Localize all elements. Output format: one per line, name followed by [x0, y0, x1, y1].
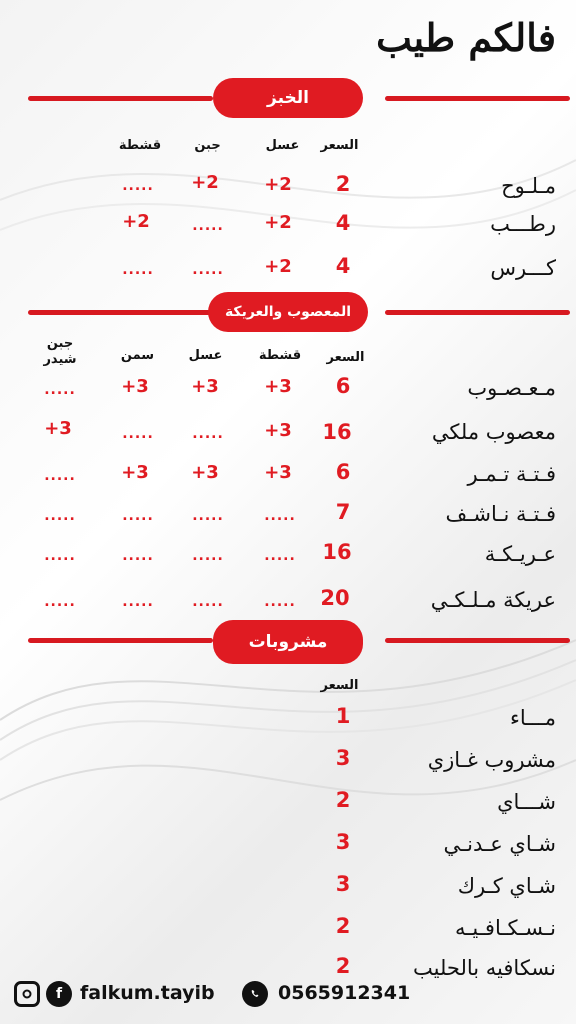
section-header-drinks: [0, 620, 576, 660]
addon-cream: +3: [264, 462, 292, 483]
item-name: مشروب غـازي: [427, 748, 556, 772]
item-name: معصوب ملكي: [431, 420, 556, 444]
item-price: 1: [335, 704, 351, 728]
addon-cheddar: .....: [44, 468, 76, 484]
addon-cream: .....: [264, 594, 296, 610]
divider-line: [28, 310, 213, 315]
addon-cream: .....: [264, 548, 296, 564]
item-price: 6: [335, 374, 351, 398]
col-header-cheese: جبن: [194, 138, 221, 153]
divider-line: [385, 638, 570, 643]
addon-honey: .....: [192, 548, 224, 564]
addon-cream: .....: [122, 178, 154, 194]
instagram-icon[interactable]: [14, 981, 40, 1007]
item-price: 16: [322, 420, 352, 444]
addon-cheddar: .....: [44, 548, 76, 564]
addon-ghee: .....: [122, 548, 154, 564]
col-header-cheddar-line2: شيدر: [43, 352, 77, 367]
divider-line: [28, 96, 213, 101]
col-header-price: السعر: [320, 678, 359, 693]
col-header-cream: قشطة: [258, 348, 302, 363]
section-header-masoub: [0, 292, 576, 332]
addon-cream: +3: [264, 420, 292, 441]
divider-line: [385, 96, 570, 101]
addon-ghee: .....: [122, 426, 154, 442]
addon-honey: +2: [264, 212, 292, 233]
phone-number[interactable]: 0565912341: [278, 982, 411, 1004]
addon-honey: +3: [191, 462, 219, 483]
item-price: 2: [335, 172, 351, 196]
addon-honey: +3: [191, 376, 219, 397]
addon-cheddar: .....: [44, 382, 76, 398]
addon-honey: +2: [264, 174, 292, 195]
item-name: نـسـكـافـيـه: [455, 916, 556, 940]
item-name: شـاي كـرك: [457, 874, 556, 898]
item-price: 4: [335, 254, 351, 278]
addon-honey: +2: [264, 256, 292, 277]
section-title: المعصوب والعريكة: [208, 292, 368, 332]
col-header-price: السعر: [326, 350, 365, 365]
whatsapp-icon[interactable]: [242, 981, 268, 1007]
addon-honey: .....: [192, 594, 224, 610]
item-name: مـلـوح: [501, 174, 556, 198]
item-price: 2: [335, 788, 351, 812]
addon-cheese: .....: [192, 262, 224, 278]
item-name: كـــرس: [490, 256, 556, 280]
section-header-bread: [0, 78, 576, 118]
addon-ghee: +3: [121, 376, 149, 397]
item-name: عريكة مـلـكـي: [430, 588, 556, 612]
col-header-honey: عسل: [265, 138, 300, 153]
item-name: مـعـصـوب: [467, 376, 556, 400]
addon-cream: +2: [122, 211, 150, 232]
item-price: 16: [322, 540, 352, 564]
addon-cheese: .....: [192, 218, 224, 234]
addon-ghee: +3: [121, 462, 149, 483]
divider-line: [28, 638, 213, 643]
footer: [0, 968, 576, 1024]
item-price: 2: [335, 914, 351, 938]
facebook-icon[interactable]: f: [46, 981, 72, 1007]
addon-ghee: .....: [122, 594, 154, 610]
col-header-cheddar: [30, 336, 90, 368]
addon-ghee: .....: [122, 508, 154, 524]
item-price: 3: [335, 830, 351, 854]
addon-honey: .....: [192, 508, 224, 524]
item-name: مـــاء: [510, 706, 556, 730]
addon-cheddar: +3: [44, 418, 72, 439]
item-name: شـــاي: [497, 790, 556, 814]
item-name: رطـــب: [490, 212, 556, 236]
item-name: عـريـكـة: [484, 542, 556, 566]
addon-cheddar: .....: [44, 594, 76, 610]
item-price: 20: [320, 586, 350, 610]
social-handle[interactable]: falkum.tayib: [80, 982, 215, 1004]
item-name: فـتـة نـاشـف: [445, 502, 556, 526]
item-price: 6: [335, 460, 351, 484]
addon-cream: .....: [122, 262, 154, 278]
col-header-cheddar-line1: جبن: [46, 336, 74, 351]
item-name: نسكافيه بالحليب: [413, 956, 556, 980]
addon-honey: .....: [192, 426, 224, 442]
addon-cheese: +2: [191, 172, 219, 193]
addon-cheddar: .....: [44, 508, 76, 524]
item-name: شـاي عـدنـي: [443, 832, 556, 856]
item-price: 7: [335, 500, 351, 524]
brand-logo: فالكم طيب: [376, 15, 556, 60]
item-price: 3: [335, 872, 351, 896]
item-price: 2: [335, 954, 351, 978]
item-price: 3: [335, 746, 351, 770]
col-header-ghee: سمن: [120, 348, 155, 363]
divider-line: [385, 310, 570, 315]
item-price: 4: [335, 211, 351, 235]
col-header-cream: قشطة: [118, 138, 162, 153]
section-title: مشروبات: [213, 620, 363, 664]
col-header-honey: عسل: [188, 348, 223, 363]
addon-cream: +3: [264, 376, 292, 397]
section-title: الخبز: [213, 78, 363, 118]
addon-cream: .....: [264, 508, 296, 524]
item-name: فـتـة تـمـر: [467, 462, 556, 486]
col-header-price: السعر: [320, 138, 359, 153]
